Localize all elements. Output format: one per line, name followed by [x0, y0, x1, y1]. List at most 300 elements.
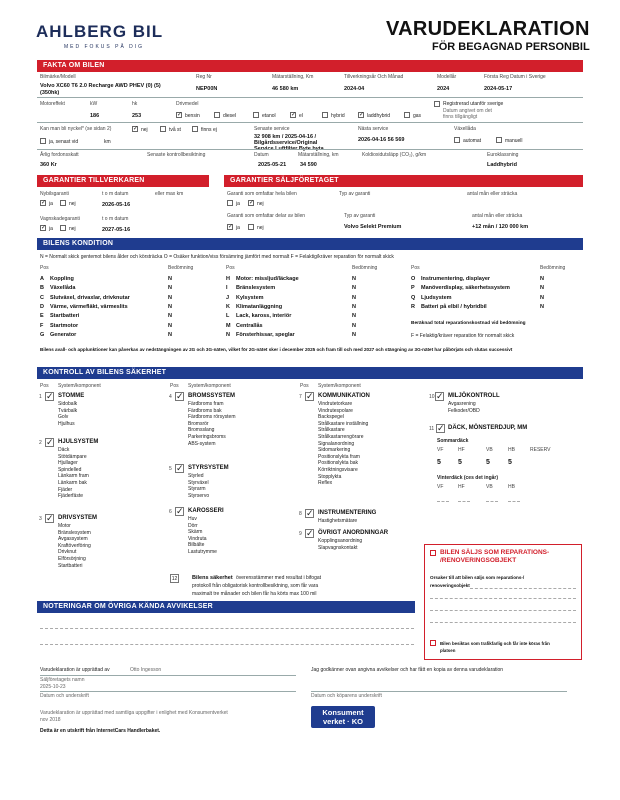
vagn-nej-checkbox[interactable] [60, 225, 66, 231]
fuel-option: etanol [262, 113, 276, 119]
group-item: Styrled [188, 473, 204, 479]
euro-label: Euroklassning [487, 152, 519, 158]
group-title: INSTRUMENTERING [318, 510, 377, 516]
condition-rating: N [540, 303, 544, 310]
group-title: HJULSYSTEM [58, 439, 99, 445]
model-year-value: 2024 [437, 86, 450, 92]
next-service-label: Nästa service [358, 126, 389, 132]
year-label: Tillverkningsår Och Månad [344, 74, 404, 80]
condition-pos: F [40, 322, 44, 329]
prepared-by-value: Otto Ingesson [130, 667, 162, 673]
reg-label: Reg Nr [196, 74, 212, 80]
reg-abroad-label: Registrerad utanför sverige [443, 101, 504, 107]
kw-label: Motoreffekt [40, 101, 65, 107]
group-item: Motor [58, 523, 71, 529]
sal-delar-ja-checkbox[interactable]: ✓ [228, 224, 234, 230]
sal-hela-ja-checkbox[interactable] [227, 200, 233, 206]
group-checkbox[interactable]: ✓ [176, 391, 184, 401]
inspection-date: 2025-05-21 [258, 162, 287, 168]
condition-item: Värme, värmefläkt, värmeslits [50, 303, 128, 310]
signature-line [40, 691, 296, 692]
keys-ja-checkbox[interactable] [40, 138, 46, 144]
condition-pos: G [40, 331, 45, 338]
tyre-col: VF [437, 447, 444, 453]
group-item: Drivknut [58, 549, 77, 556]
condition-item: Kylsystem [236, 294, 264, 301]
condition-rating: N [540, 276, 544, 282]
section-fakta-header: FAKTA OM BILEN [37, 60, 583, 72]
tyre-col: HF [458, 484, 465, 490]
condition-rating: N [168, 276, 172, 282]
safety-text-1: överensstämmer med resultat i bifogat [236, 575, 322, 581]
condition-pos: H [226, 276, 230, 282]
group-item: Elförsörjning [58, 556, 86, 562]
tax-value: 360 Kr [40, 162, 57, 168]
sal-delar-nej-checkbox[interactable] [248, 224, 254, 230]
section-sakerhet-header: KONTROLL AV BILENS SÄKERHET [37, 367, 583, 379]
tyre-col: HB [508, 484, 515, 490]
vagn-nej: nej [69, 226, 76, 232]
signature-line [40, 675, 296, 676]
group-item: Strålkastare [318, 427, 345, 434]
group-item: Fjäder [58, 486, 73, 493]
repair-object-title: BILEN SÄLJS SOM REPARATIONS- [440, 549, 550, 556]
group-checkbox[interactable]: ✓ [46, 437, 54, 447]
condition-pos: N [226, 331, 230, 338]
col-system: System/komponent [58, 383, 101, 389]
nybil-ja: ja [49, 201, 53, 207]
group-number: 11 [429, 426, 435, 432]
group-item: Huv [188, 516, 197, 522]
group-checkbox[interactable]: ✓ [46, 391, 54, 401]
group-item: Lastutrymme [188, 549, 217, 555]
safety-text-3: maximalt tre månader och bilen får ha körts max 100 mil [192, 591, 317, 597]
fuel-option: el [299, 113, 303, 119]
gear-automat-checkbox[interactable] [454, 137, 460, 143]
sal-delar-nej: nej [257, 225, 264, 231]
condition-item: Manöverdisplay, säkerhetssystem [421, 285, 510, 292]
vagn-tom-label: t o m datum [102, 216, 129, 222]
gear-option: manuell [505, 138, 523, 144]
group-number: 5 [169, 466, 172, 472]
group-item: Backspegel [318, 414, 344, 421]
condition-item: Generator [50, 331, 77, 338]
col-system: System/komponent [318, 383, 361, 389]
group-item: Vindrutespolare [318, 407, 353, 414]
odometer-value: 34 590 [300, 162, 317, 168]
section-noteringar-header: NOTERINGAR OM ÖVRIGA KÄNDA AVVIKELSER [37, 601, 415, 613]
tyre-depth: 5 [508, 459, 512, 466]
group-item: Vindrutetorkare [318, 401, 353, 407]
buyer-agreement: Jag godkänner ovan angivna avvikelser och har fått en kopia av denna varudeklaration [311, 667, 504, 673]
km-value: 46 580 km [272, 86, 299, 92]
nybil-label: Nybilsgaranti [40, 191, 69, 197]
trafikfarlig-label-2: platsen [440, 648, 456, 653]
group-checkbox[interactable]: ✓ [306, 528, 314, 538]
condition-item: Startbatteri [50, 313, 80, 320]
hk-unit: hk [132, 101, 138, 107]
section-garanti-saljforetaget: GARANTIER SÄLJFÖRETAGET [224, 175, 583, 187]
group-item: Däck [58, 447, 70, 453]
nybil-nej-checkbox[interactable] [60, 200, 66, 206]
condition-item: Lack, kaross, interiör [236, 313, 292, 320]
sal-delar-ja: ja [236, 225, 240, 231]
condition-item: Startmotor [50, 322, 79, 329]
condition-rating: N [352, 331, 356, 338]
kw-value: 186 [90, 113, 100, 119]
buyer-sign-label: Datum och köparens underskrift [311, 693, 382, 699]
group-item: Körriktningsvisare [318, 467, 358, 473]
beraknad-label: Beräknad total reparationskostnad vid bedömning [411, 321, 526, 326]
group-item: Kraftöverföring [58, 542, 91, 549]
group-item: Avgasrening [448, 401, 476, 407]
gear-option: automat [463, 138, 482, 144]
keys-nej-checkbox[interactable]: ✓ [133, 126, 139, 132]
group-title: KOMMUNIKATION [318, 393, 370, 399]
gear-label: Växellåda [454, 126, 476, 132]
group-number: 3 [39, 516, 42, 522]
group-item: Färdbroms rörsystem [188, 414, 236, 421]
group-title: DÄCK, MÖNSTERDJUP, MM [448, 425, 528, 431]
repair-object-checkbox[interactable] [430, 550, 436, 556]
group-checkbox[interactable]: ✓ [306, 391, 314, 401]
sal-delar-typ-value: Volvo Selekt Premium [344, 224, 402, 230]
notes-line[interactable] [40, 628, 414, 629]
vinter-label: Vinterdäck (ces det ingår) [437, 475, 499, 481]
group-item: Parkeringsbroms [188, 434, 226, 440]
signature-line [311, 691, 567, 692]
condition-rating: N [168, 303, 172, 310]
condition-item: Slutväxel, drivaxlar, drivknutar [50, 294, 130, 301]
date-sign-label: Datum och underskrift [40, 693, 89, 699]
tyre-col: HF [458, 447, 465, 453]
group-item: Bränslesystem [58, 529, 91, 536]
make-value: Volvo XC60 T6 2.0 Recharge AWD PHEV (0) (5) [40, 83, 161, 89]
group-item: Stötdämpare [58, 453, 87, 460]
first-reg-label: Första Reg Datum i Sverige [484, 74, 546, 80]
sal-typ-label: Typ av garanti [339, 191, 371, 197]
condition-rating: N [352, 285, 356, 292]
group-item: Strålkastarrengörare [318, 434, 364, 440]
dealer-logo: AHLBERG BIL [36, 22, 164, 41]
keys-tva-checkbox[interactable] [160, 126, 166, 132]
group-title: KAROSSERI [188, 508, 224, 514]
reg-value: NEP00N [196, 86, 218, 92]
gear-manuell-checkbox[interactable] [496, 137, 502, 143]
vagn-ja: ja [49, 226, 53, 232]
group-title: MILJÖKONTROLL [448, 393, 500, 399]
keys-ja-label: ja, senast vid [49, 139, 79, 145]
group-item: ABS-system [188, 440, 216, 447]
condition-rating: N [352, 322, 356, 329]
hk-value: 253 [132, 113, 142, 119]
sign-date: 2025-10-23 [40, 684, 66, 690]
group-item: Positionslykta fram [318, 453, 360, 460]
nybil-tom-value: 2026-05-16 [102, 202, 131, 208]
condition-item: Klimatanläggning [236, 303, 283, 310]
condition-item: Växellåda [50, 285, 76, 292]
group-title: DRIVSYSTEM [58, 515, 98, 521]
tax-label: Årlig fordonsskatt [40, 152, 79, 158]
group-item: Positionslykta bak [318, 460, 359, 467]
group-item: Bilbälte [188, 542, 205, 549]
condition-rating: N [168, 285, 172, 292]
group-number: 9 [299, 531, 302, 537]
tyre-col: VB [486, 484, 493, 490]
condition-pos: R [411, 303, 415, 310]
keys-finns-ej-checkbox[interactable] [192, 126, 198, 132]
kondition-legend: N = Normalt skick gentemot bilens ålder och körsträcka O = Osäker funktion/viss försämring jämfört med normalt F = Felaktig/kräver reparation för normalt skick [40, 254, 394, 260]
col-bedomning: Bedömning [168, 265, 194, 271]
group-title: STOMME [58, 393, 85, 399]
group-checkbox[interactable]: ✓ [176, 463, 184, 473]
kw-unit: kW [90, 101, 98, 107]
condition-item: Motor: missljud/läckage [236, 276, 299, 282]
group-item: Kopplingsanordning [318, 538, 363, 544]
next-service-value: 2026-04-16 56 569 [358, 137, 405, 143]
repair-object-title-2: /RENOVERINGSOBJEKT [440, 557, 517, 564]
condition-pos: D [40, 303, 44, 310]
divider [37, 97, 583, 98]
safety-text-2: protokoll från obligatorisk kontrollbesiktning, som får vara [192, 583, 319, 589]
col-pos: Pos [411, 265, 420, 271]
trafikfarlig-label: Bilen besiktas som trafikfarlig och får inte köras från [440, 641, 550, 646]
group-item: Skärm [188, 529, 203, 536]
document-subtitle: FÖR BEGAGNAD PERSONBIL [432, 41, 590, 53]
condition-pos: C [40, 294, 44, 301]
group-item: Fjäderfäste [58, 493, 84, 500]
tyre-col: RESERV [530, 447, 551, 453]
keys-option: finns ej [201, 127, 217, 133]
first-reg-value: 2024-05-17 [484, 86, 513, 92]
sal-hela-label: Garanti som omfattar hela bilen [227, 191, 297, 197]
group-number: 8 [299, 511, 302, 517]
group-item: Sidomarkering [318, 447, 351, 454]
group-item: Hastighetsmätare [318, 518, 358, 524]
group-item: Länkarm fram [58, 473, 89, 480]
fuel-bensin-checkbox[interactable]: ✓ [177, 112, 183, 118]
pos-12-box: 12 [171, 576, 178, 582]
f-legend: F = Felaktig/kräver reparation för normalt skick [411, 333, 515, 339]
condition-item: Centrallås [236, 322, 263, 329]
condition-rating: N [168, 313, 172, 320]
year-value: 2024-04 [344, 86, 365, 92]
group-item: Styrarm [188, 486, 206, 493]
footer-note: Varudeklaration är upprättad med samtliga uppgifter i enlighet med Konsumentverket [40, 710, 228, 716]
group-item: Reflex [318, 480, 333, 487]
col-pos: Pos [300, 383, 309, 389]
condition-pos: O [411, 276, 416, 282]
condition-rating: N [540, 285, 544, 292]
fuel-hybrid-checkbox[interactable] [322, 112, 328, 118]
section-kondition-header: BILENS KONDITION [37, 238, 583, 250]
condition-rating: N [352, 276, 356, 282]
co2-label: Koldioxidutsläpp (CO₂), g/km [362, 152, 427, 158]
condition-pos: K [226, 303, 230, 310]
fuel-option: hybrid [331, 113, 345, 119]
condition-pos: E [40, 313, 44, 320]
inspection-label: Senaste kontrollbesiktning [147, 152, 206, 158]
tyre-depth: 5 [437, 459, 441, 466]
fuel-etanol-checkbox[interactable] [253, 112, 259, 118]
group-checkbox[interactable]: ✓ [46, 513, 54, 523]
condition-pos: M [226, 322, 231, 329]
condition-pos: I [226, 285, 228, 292]
group-item: Golv [58, 414, 69, 421]
group-item: Dörr [188, 522, 198, 529]
service-value: 32 908 km / 2025-04-16 / [254, 134, 317, 140]
reg-abroad-note-2: finns tillgängligt [443, 114, 478, 120]
fuel-option: laddhybrid [367, 113, 391, 119]
condition-pos: B [40, 285, 44, 292]
col-bedomning: Bedömning [352, 265, 378, 271]
fuel-label: Drivmedel [176, 101, 199, 107]
service-value-3: Service Luftfilter Byte byta [254, 146, 324, 152]
group-checkbox[interactable]: ✓ [437, 423, 445, 433]
group-checkbox[interactable]: ✓ [436, 391, 444, 401]
group-item: Styrservo [188, 492, 210, 499]
euro-value: Laddhybrid [487, 162, 517, 168]
group-title: STYRSYSTEM [188, 465, 229, 471]
fuel-option: bensin [185, 113, 200, 119]
tyre-col: VB [486, 447, 493, 453]
divider [37, 149, 583, 150]
fuel-el-checkbox[interactable]: ✓ [291, 112, 297, 118]
condition-rating: N [352, 313, 356, 320]
group-number: 2 [39, 440, 42, 446]
col-pos: Pos [40, 383, 49, 389]
divider [37, 122, 583, 123]
trafikfarlig-checkbox[interactable] [430, 640, 436, 646]
nybil-tom-label: t o m datum [102, 191, 129, 197]
nybil-ja-checkbox[interactable]: ✓ [41, 200, 47, 206]
keys-label: Kan man bli nyckel* (se sidan 2) [40, 126, 112, 132]
group-item: Bromsrör [188, 420, 209, 427]
konsumentverket-logo: Konsument verket · KO [311, 706, 375, 728]
condition-item: Koppling [50, 276, 74, 282]
group-item: Felkoder/OBD [448, 407, 480, 414]
dealer-tagline: MED FOKUS PÅ DIG [64, 44, 145, 50]
group-item: Bromsslang [188, 427, 215, 434]
sal-hela-nej: nej [257, 201, 264, 207]
seller-name-label: Säljföretagets namn [40, 677, 85, 683]
group-checkbox[interactable]: ✓ [176, 506, 184, 516]
fuel-diesel-checkbox[interactable] [214, 112, 220, 118]
sal-delar-label: Garanti som omfattar delar av bilen [227, 213, 306, 219]
odometer-label: Mätarställning, km [298, 152, 339, 158]
tyre-col: HB [508, 447, 515, 453]
prepared-by-label: Varudeklaration är upprättad av [40, 667, 110, 673]
group-item: Vindruta [188, 535, 207, 542]
group-item: Avgassystem [58, 536, 88, 543]
condition-rating: N [168, 322, 172, 329]
vagn-ja-checkbox[interactable]: ✓ [41, 225, 47, 231]
condition-pos: J [226, 294, 230, 301]
sal-delar-antal-value: +12 mån / 120 000 km [472, 224, 529, 230]
repair-reason-label: Orsaker till att bilen säljs som reparations-/ [430, 575, 525, 580]
col-pos: Pos [40, 265, 49, 271]
fuel-option: gas [413, 113, 422, 119]
group-item: Länkarm bak [58, 480, 87, 486]
group-item: Spindelled [58, 466, 82, 473]
vagn-tom-value: 2027-05-16 [102, 227, 131, 233]
repair-reason-label-2: renoveringsobjekt [430, 583, 470, 588]
group-title: BROMSSYSTEM [188, 393, 236, 399]
keys-option: nej [141, 127, 148, 133]
reg-abroad-checkbox[interactable] [434, 101, 440, 107]
tyre-depth: 5 [458, 459, 462, 466]
service-label: Senaste service [254, 126, 290, 132]
condition-rating: N [352, 294, 356, 301]
notes-line[interactable] [40, 644, 414, 645]
condition-rating: N [168, 331, 172, 338]
group-number: 10 [429, 394, 435, 400]
condition-rating: N [168, 294, 172, 301]
group-checkbox[interactable]: ✓ [306, 508, 314, 518]
sal-antal-label: antal mån eller sträcka [467, 191, 518, 197]
keys-km-unit: km [104, 139, 111, 145]
group-number: 6 [169, 509, 172, 515]
condition-item: Ljudsystem [421, 294, 452, 301]
col-pos: Pos [170, 383, 179, 389]
col-pos: Pos [226, 265, 235, 271]
model-year-label: Modellår [437, 74, 457, 80]
group-number: 4 [169, 394, 172, 400]
footer-source: Detta är en utskrift från InternetCars Handlerbaket. [40, 728, 161, 734]
condition-rating: N [540, 294, 544, 301]
tyre-depth: 5 [486, 459, 490, 466]
fuel-gas-checkbox[interactable] [404, 112, 410, 118]
condition-item: Bränslesystem [236, 285, 276, 292]
condition-pos: P [411, 285, 415, 292]
fuel-option: diesel [223, 113, 237, 119]
group-item: Styrväxel [188, 479, 209, 486]
group-title: ÖVRIGT ANORDNINGAR [318, 530, 389, 536]
network-note: Bilens avall- och applunktioner kan påverkas av nedstängningen av 2G och 3G-näten, vilket för 2G-nätet sker i december 2025 och fram till och med 2027 och stängning av 3G-nätet har påbörjats och slutas successivt [40, 347, 513, 352]
group-item: Startbatteri [58, 562, 83, 569]
sal-hela-ja: ja [236, 201, 240, 207]
condition-item: Batteri på elbil / hybridbil [421, 303, 487, 310]
col-system: System/komponent [188, 383, 231, 389]
km-label: Mätarställning, Km [272, 74, 314, 80]
group-item: Färdbroms fram [188, 401, 224, 407]
service-value-2: Bilgårdsservice/Original [254, 140, 318, 146]
section-garanti-tillverkaren: GARANTIER TILLVERKAREN [37, 175, 209, 187]
group-item: Signalanordning [318, 440, 355, 447]
col-bedomning: Bedömning [540, 265, 566, 271]
condition-rating: N [352, 303, 356, 310]
group-number: 1 [39, 394, 42, 400]
footer-note-2: nov 2018 [40, 717, 61, 723]
condition-pos: A [40, 276, 44, 282]
condition-pos: L [226, 313, 230, 320]
sal-hela-nej-checkbox[interactable]: ✓ [249, 200, 255, 206]
condition-item: Fönsterhissar, speglar [236, 331, 295, 338]
sommar-label: Sommardäck [437, 438, 469, 444]
reg-abroad-note: Datum angivet om det [443, 108, 492, 114]
condition-pos: Q [411, 294, 416, 301]
condition-item: Instrumentering, displayer [421, 276, 491, 282]
tyre-col: VF [437, 484, 444, 490]
group-item: Slapvagnskontakt [318, 544, 358, 551]
fuel-laddhybrid-checkbox[interactable]: ✓ [359, 112, 365, 118]
group-item: Hjulhus [58, 420, 75, 427]
safety-title: Bilens säkerhet [192, 575, 233, 581]
sal-delar-antal-label: antal mån eller sträcka [472, 213, 523, 219]
group-item: Tvärbalk [58, 407, 78, 414]
make-value-2: (350hk) [40, 90, 60, 96]
vagn-label: Vagnskadegaranti [40, 216, 80, 222]
